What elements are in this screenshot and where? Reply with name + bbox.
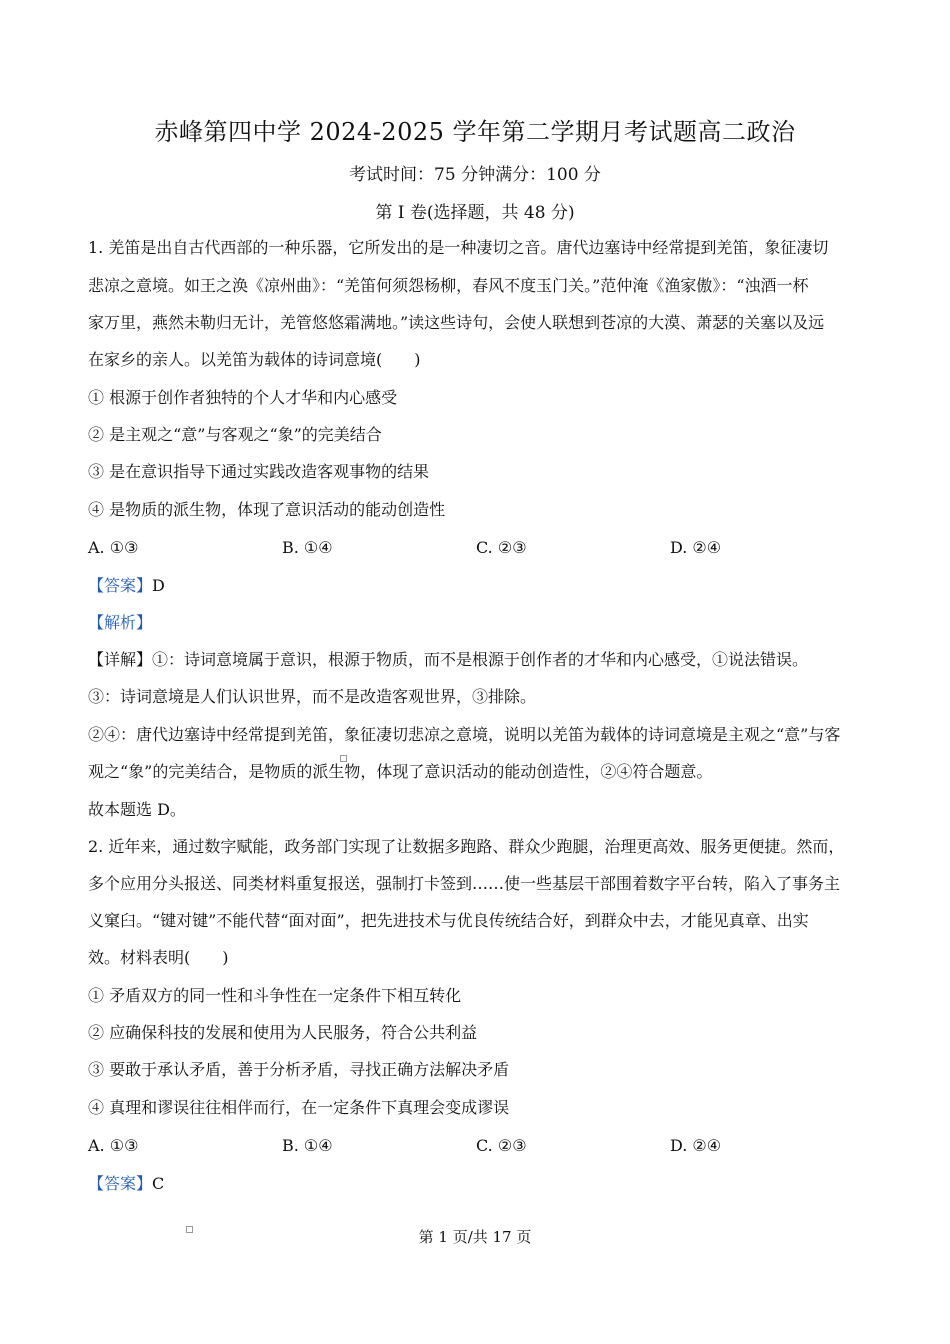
q1-detail-line [88, 650, 888, 670]
q1-option-d: D. ②④ [670, 538, 722, 557]
answer-label: 【答案】 [88, 1174, 153, 1193]
q1-option-a: A. ①③ [88, 538, 139, 557]
q2-statement: ① 矛盾双方的同一性和斗争性在一定条件下相互转化 [88, 986, 462, 1005]
q2-option-c: C. ②③ [476, 1136, 527, 1155]
page-title: 赤峰第四中学 2024-2025 学年第二学期月考试题高二政治 [154, 118, 796, 146]
q2-stem-line: 2. 近年来，通过数字赋能，政务部门实现了让数据多跑路、群众少跑腿，治理更高效、服务更便捷。然而， [88, 837, 845, 856]
q1-detail-line: 观之“象”的完美结合，是物质的派生物，体现了意识活动的能动创造性，②④符合题意。 [88, 762, 713, 781]
q2-option-d: D. ②④ [670, 1136, 722, 1155]
q1-statement: ④ 是物质的派生物，体现了意识活动的能动创造性 [88, 500, 446, 519]
detail-label: 【详解】 [88, 650, 153, 669]
q2-statement: ③ 要敢于承认矛盾，善于分析矛盾，寻找正确方法解决矛盾 [88, 1060, 510, 1079]
q1-option-b: B. ①④ [282, 538, 333, 557]
q1-detail-line: ②④：唐代边塞诗中经常提到羌笛，象征凄切悲凉之意境，说明以羌笛为载体的诗词意境是主观之“意”与客 [88, 725, 841, 744]
q2-option-b: B. ①④ [282, 1136, 333, 1155]
detail-text: ①：诗词意境属于意识，根源于物质，而不是根源于创作者的才华和内心感受，①说法错误。 [152, 650, 809, 669]
section-heading: 第 I 卷(选择题，共 48 分) [375, 203, 575, 223]
q1-statement: ② 是主观之“意”与客观之“象”的完美结合 [88, 425, 382, 444]
page-footer: 第 1 页/共 17 页 [418, 1228, 532, 1246]
q2-statement: ④ 真理和谬误往往相伴而行，在一定条件下真理会变成谬误 [88, 1098, 510, 1117]
q2-answer [88, 1174, 888, 1194]
answer-value: D [152, 576, 165, 595]
q1-statement: ① 根源于创作者独特的个人才华和内心感受 [88, 388, 398, 407]
exam-info: 考试时间：75 分钟满分：100 分 [349, 165, 601, 185]
q1-detail-line: ③：诗词意境是人们认识世界，而不是改造客观世界，③排除。 [88, 687, 537, 706]
q1-stem-line: 悲凉之意境。如王之涣《凉州曲》：“羌笛何须怨杨柳，春风不度玉门关。”范仲淹《渔家傲》：“浊酒一杯 [88, 276, 809, 295]
q1-stem-line: 家万里，燕然未勒归无计，羌管悠悠霜满地。”读这些诗句，会使人联想到苍凉的大漠、萧瑟的关塞以及远 [88, 313, 825, 332]
answer-value: C [152, 1174, 165, 1193]
analysis-label: 【解析】 [88, 613, 153, 632]
q2-stem-line: 义窠臼。“键对键”不能代替“面对面”，把先进技术与优良传统结合好，到群众中去，才能见真章、出实 [88, 911, 809, 930]
q2-stem-line: 多个应用分头报送、同类材料重复报送，强制打卡签到……使一些基层干部围着数字平台转，陷入了事务主 [88, 874, 841, 893]
answer-label: 【答案】 [88, 576, 153, 595]
q2-statement: ② 应确保科技的发展和使用为人民服务，符合公共利益 [88, 1023, 478, 1042]
q1-answer [88, 576, 888, 596]
q2-stem-line: 效。材料表明( ) [88, 948, 229, 967]
q1-stem-line: 1. 羌笛是出自古代西部的一种乐器，它所发出的是一种凄切之音。唐代边塞诗中经常提到羌笛，象征凄切 [88, 238, 829, 257]
q2-option-a: A. ①③ [88, 1136, 139, 1155]
q1-option-c: C. ②③ [476, 538, 527, 557]
q1-stem-line: 在家乡的亲人。以羌笛为载体的诗词意境( ) [88, 350, 421, 369]
q1-statement: ③ 是在意识指导下通过实践改造客观事物的结果 [88, 462, 430, 481]
anchor-marker-icon [340, 755, 347, 762]
q1-conclusion: 故本题选 D。 [88, 800, 186, 819]
